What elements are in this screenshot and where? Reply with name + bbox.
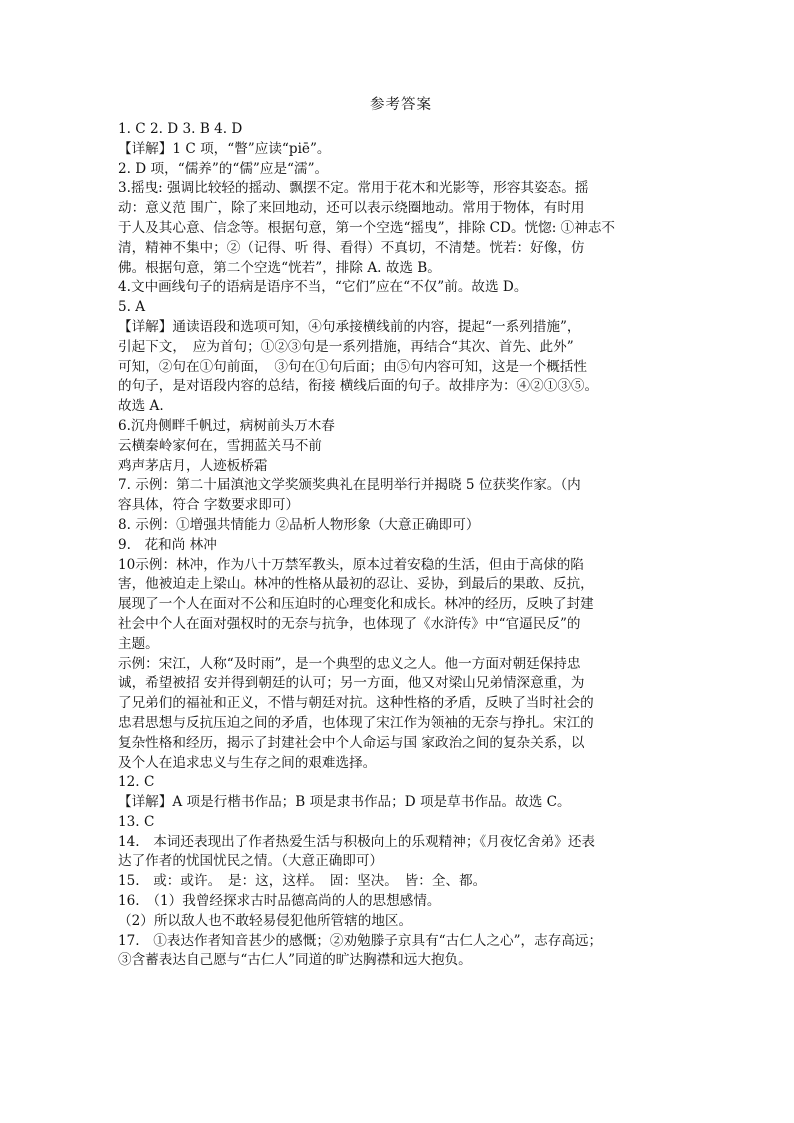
answer-line: 5. A [118,299,146,316]
answer-line: 12. C [118,774,155,791]
answer-line: 达了作者的忧国忧民之情。（大意正确即可） [118,853,384,870]
answer-line: 害，他被迫走上梁山。林冲的性格从最初的忍让、妥协，到最后的果敢、反抗， [118,576,594,593]
answer-line: 6.沉舟侧畔千帆过，病树前头万木春 [118,417,335,434]
answer-body [118,120,684,971]
answer-line: 【详解】1 C 项，“瞥”应读“piē”。 [118,140,331,157]
answer-document [118,94,684,971]
answer-line: 【详解】通读语段和选项可知，④句承接横线前的内容，提起“一系列措施”， [118,318,581,335]
answer-line: 示例：宋江，人称“及时雨”，是一个典型的忠义之人。他一方面对朝廷保持忠 [118,655,581,672]
answer-line: 云横秦岭家何在，雪拥蓝关马不前 [118,437,322,454]
answer-line: 清，精神不集中；②（记得、听 得、看得）不真切，不清楚。恍若：好像，仿 [118,239,585,256]
answer-line: 复杂性格和经历，揭示了封建社会中个人命运与国 家政治之间的复杂关系，以 [118,734,585,751]
answer-line: 17. ①表达作者知音甚少的感慨；②劝勉滕子京具有“古仁人之心”，志存高远； [118,932,603,949]
answer-line: 佛。根据句意，第二个空选“恍若”，排除 A. 故选 B。 [118,259,441,276]
answer-line: 容具体，符合 字数要求即可） [118,497,300,514]
answer-line: 1. C 2. D 3. B 4. D [118,121,243,137]
answer-line: 16. （1）我曾经探求古时品德高尚的人的思想感情。 [118,893,441,910]
answer-line: 15. 或：或许。 是：这，这样。 固：坚决。 皆：全、都。 [118,873,487,890]
answer-line: 13. C [118,813,155,830]
answer-line: （2）所以敌人也不敢轻易侵犯他所管辖的地区。 [118,912,413,929]
answer-line: 及个人在追求忠义与生存之间的艰难选择。 [118,754,377,771]
answer-line: 的句子，是对语段内容的总结，衔接 横线后面的句子。故排序为：④②①③⑤。 [118,378,599,395]
answer-line: 了兄弟们的福祉和正义，不惜与朝廷对抗。这种性格的矛盾，反映了当时社会的 [118,695,594,712]
answer-line: 9. 花和尚 林冲 [118,536,217,553]
answer-line: ③含蓄表达自己愿与“古仁人”同道的旷达胸襟和远大抱负。 [118,952,472,969]
answer-line: 动：意义范 围广，除了来回地动，还可以表示绕圈地动。常用于物体，有时用 [118,200,585,217]
answer-line: 主题。 [118,635,159,652]
answer-line: 引起下文， 应为首句；①②③句是一系列措施，再结合“其次、首先、此外” [118,338,574,355]
answer-line: 忠君思想与反抗压迫之间的矛盾，也体现了宋江作为领袖的无奈与挣扎。宋江的 [118,714,594,731]
answer-line: 3.摇曳: 强调比较轻的摇动、飘摆不定。常用于花木和光影等，形容其姿态。摇 [118,180,589,197]
page-title: 参考答案 [370,97,432,113]
answer-line: 于人及其心意、信念等。根据句意，第一个空选“摇曳”，排除 CD。恍惚: ①神志不 [118,219,616,236]
answer-line: 10示例：林冲，作为八十万禁军教头，原本过着安稳的生活，但由于高俅的陷 [118,556,584,573]
answer-line: 诚，希望被招 安并得到朝廷的认可；另一方面，他又对梁山兄弟情深意重，为 [118,675,585,692]
answer-line: 7. 示例：第二十届滇池文学奖颁奖典礼在昆明举行并揭晓 5 位获奖作家。（内 [118,477,581,494]
answer-line: 14. 本词还表现出了作者热爱生活与积极向上的乐观精神；《月夜忆舍弟》还表 [118,833,596,850]
answer-line: 2. D 项，“儒养”的“儒”应是“濡”。 [118,160,329,177]
answer-line: 4.文中画线句子的语病是语序不当，“它们”应在“不仅”前。故选 D。 [118,279,528,296]
answer-line: 社会中个人在面对强权时的无奈与抗争，也体现了《水浒传》中“官逼民反”的 [118,615,581,632]
answer-line: 可知，②句在①句前面， ③句在①句后面；由⑤句内容可知，这是一个概括性 [118,358,587,375]
answer-line: 【详解】A 项是行楷书作品；B 项是隶书作品；D 项是草书作品。故选 C。 [118,794,571,811]
answer-line: 鸡声茅店月，人迹板桥霜 [118,457,268,474]
answer-line: 故选 A. [118,398,164,415]
answer-line: 8. 示例：①增强共情能力 ②品析人物形象（大意正确即可） [118,516,480,533]
answer-line: 展现了一个人在面对不公和压迫时的心理变化和成长。林冲的经历，反映了封建 [118,596,594,613]
